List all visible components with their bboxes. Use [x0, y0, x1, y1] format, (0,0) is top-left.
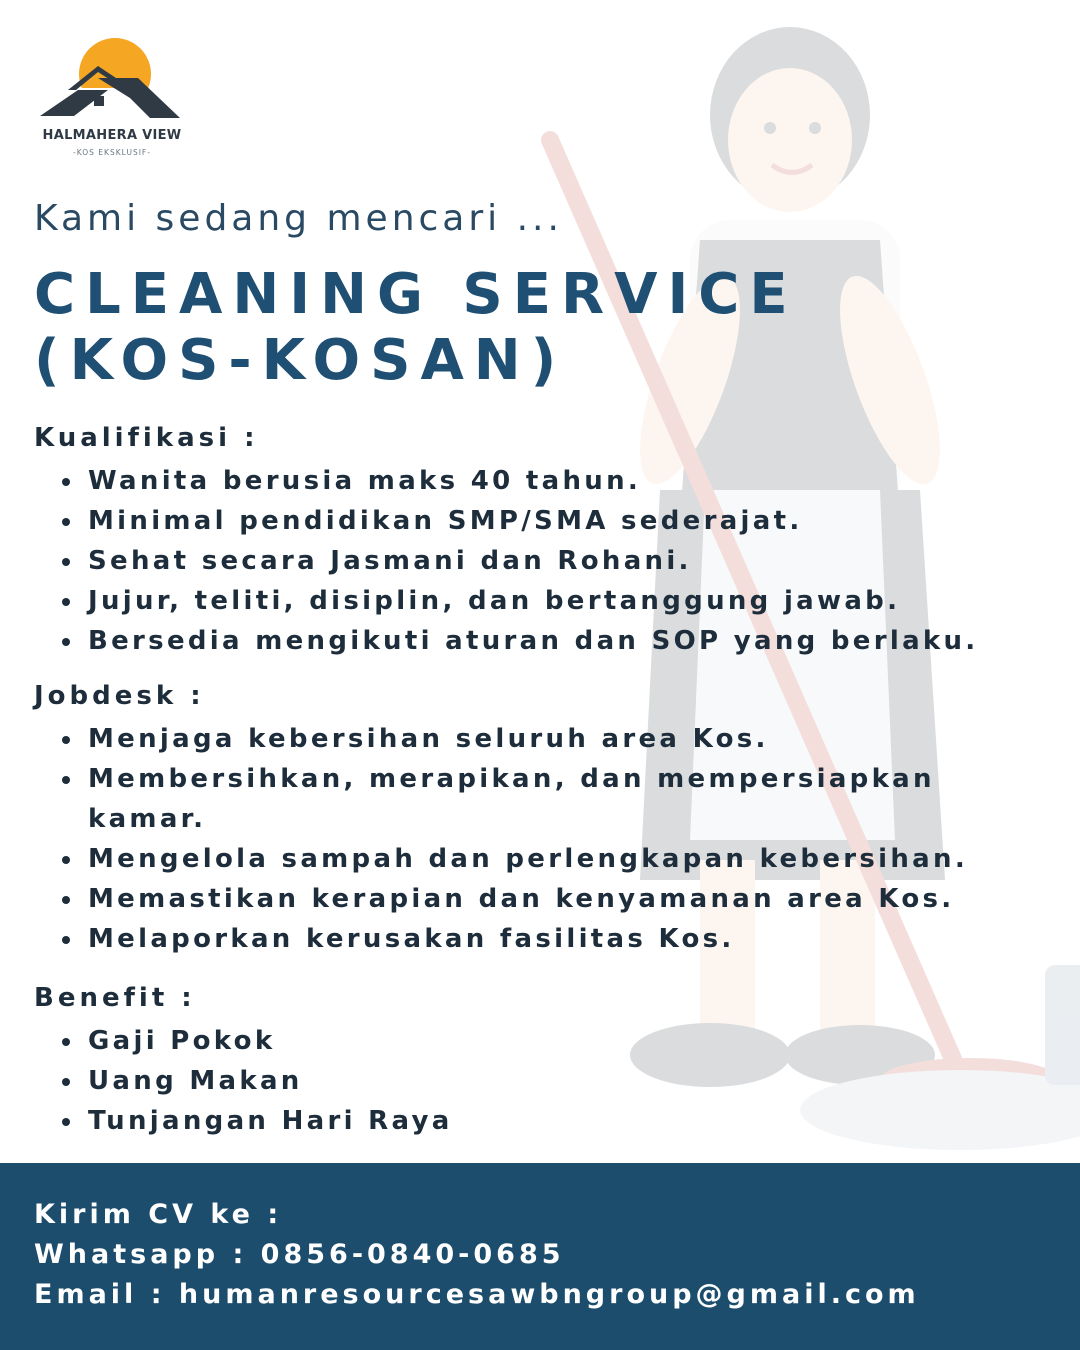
brand-tagline: -KOS EKSKLUSIF- [73, 148, 151, 157]
job-title-line-1: CLEANING SERVICE [34, 262, 798, 327]
list-item: Bersedia mengikuti aturan dan SOP yang berlaku. [58, 621, 979, 661]
jobdesk-list [58, 719, 968, 959]
job-title-line-2: (KOS-KOSAN) [34, 328, 567, 393]
contact-footer [0, 1163, 1080, 1350]
qualifications-title: Kualifikasi : [34, 423, 259, 453]
list-item [58, 759, 968, 839]
list-item: Sehat secara Jasmani dan Rohani. [58, 541, 979, 581]
jobdesk-title: Jobdesk : [34, 681, 205, 711]
list-item: Gaji Pokok [58, 1021, 453, 1061]
list-item-line: Membersihkan, merapikan, dan mempersiapkan [88, 764, 935, 794]
qualifications-list [58, 461, 979, 661]
send-cv-label: Kirim CV ke : [34, 1199, 283, 1230]
email-contact[interactable]: Email : humanresourcesawbngroup@gmail.com [34, 1279, 920, 1310]
brand-name: HALMAHERA VIEW [42, 128, 182, 143]
list-item: Minimal pendidikan SMP/SMA sederajat. [58, 501, 979, 541]
list-item: Mengelola sampah dan perlengkapan kebersihan. [58, 839, 968, 879]
list-item: Melaporkan kerusakan fasilitas Kos. [58, 919, 968, 959]
benefit-title: Benefit : [34, 983, 196, 1013]
list-item: Uang Makan [58, 1061, 453, 1101]
list-item: Jujur, teliti, disiplin, dan bertanggung jawab. [58, 581, 979, 621]
intro-text: Kami sedang mencari ... [34, 198, 563, 239]
list-item: Tunjangan Hari Raya [58, 1101, 453, 1141]
benefit-list [58, 1021, 453, 1141]
list-item: Memastikan kerapian dan kenyamanan area Kos. [58, 879, 968, 919]
house-sun-logo-icon [38, 36, 188, 128]
brand-logo [28, 36, 196, 166]
list-item: Menjaga kebersihan seluruh area Kos. [58, 719, 968, 759]
list-item: Wanita berusia maks 40 tahun. [58, 461, 979, 501]
list-item-line: kamar. [88, 804, 207, 834]
whatsapp-contact[interactable]: Whatsapp : 0856-0840-0685 [34, 1239, 565, 1270]
job-title [34, 262, 798, 394]
